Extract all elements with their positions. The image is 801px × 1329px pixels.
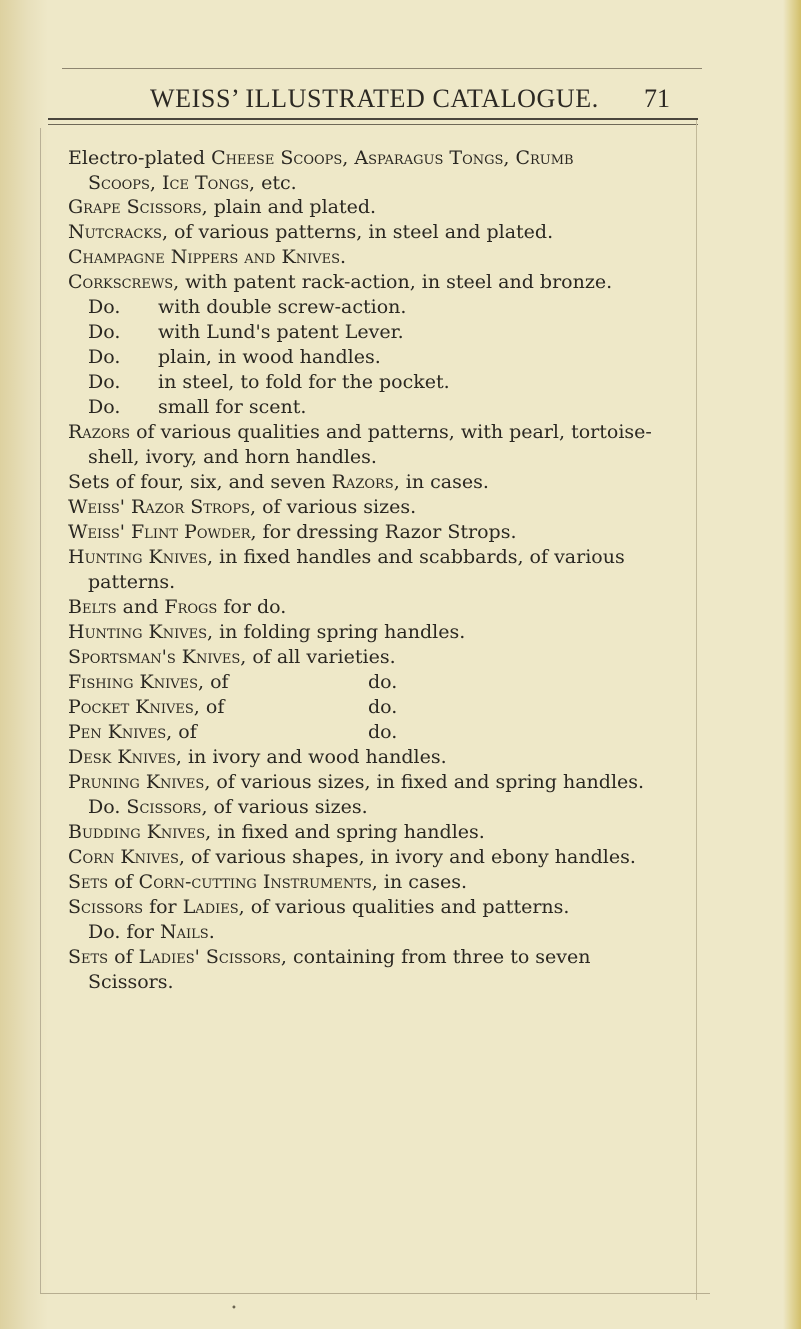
ditto-mark: Do.	[88, 346, 121, 368]
entry-heading: Corkscrews,	[68, 271, 180, 293]
entry-text: in steel, to fold for the pocket.	[158, 371, 450, 393]
entry-text: for do.	[217, 596, 287, 618]
entry-text: small for scent.	[158, 396, 307, 418]
catalogue-entry-belts-frogs	[68, 595, 286, 619]
entry-text: of various shapes, in ivory and ebony handles.	[184, 846, 636, 868]
entry-heading: Pen Knives,	[68, 721, 173, 743]
catalogue-entry-nail-scissors	[88, 920, 215, 944]
entry-text: in folding spring handles.	[213, 621, 466, 643]
ditto-mark: Do.	[88, 321, 121, 343]
entry-heading: Razors	[68, 421, 131, 443]
entry-heading: Sportsman's Knives,	[68, 646, 247, 668]
entry-text: Do.	[88, 796, 127, 818]
catalogue-entry-razors	[68, 420, 652, 444]
catalogue-entry-pruning-knives	[68, 770, 644, 794]
entry-text: in cases.	[377, 871, 468, 893]
entry-heading: Scissors	[68, 896, 144, 918]
top-rule	[62, 68, 702, 69]
catalogue-entry-corkscrews	[68, 270, 612, 294]
catalogue-entry-hunting-knives-cont	[88, 570, 175, 594]
entry-heading: Ladies,	[182, 896, 245, 918]
ditto-mark: Do.	[88, 296, 121, 318]
catalogue-entry-ladies-scissors	[68, 895, 569, 919]
entry-heading: Nutcracks,	[68, 221, 168, 243]
entry-text: in fixed and spring handles.	[211, 821, 485, 843]
entry-text: of	[199, 696, 225, 718]
entry-heading: Weiss' Flint Powder,	[68, 521, 257, 543]
ditto-mark: Do.	[88, 371, 121, 393]
entry-text: for	[143, 896, 183, 918]
entry-heading: Sets	[68, 946, 109, 968]
entry-text: of	[108, 946, 139, 968]
entry-heading: Scoops, Ice Tongs,	[88, 172, 256, 194]
right-margin-rule	[696, 120, 697, 1300]
catalogue-entry-budding-knives	[68, 820, 485, 844]
catalogue-entry-pruning-scissors	[88, 795, 368, 819]
entry-text: of various sizes.	[256, 496, 417, 518]
entry-text: Do. for	[88, 921, 161, 943]
catalogue-entry-cheese-scoops	[68, 146, 574, 170]
entry-heading: Cheese Scoops, Asparagus Tongs, Crumb	[211, 147, 574, 169]
entry-text: patterns.	[88, 571, 176, 593]
header-double-rule-upper	[48, 118, 698, 120]
catalogue-entry-ladies-scissors-sets	[68, 945, 591, 969]
catalogue-entry-cheese-scoops-cont	[88, 171, 297, 195]
entry-text: of	[204, 671, 229, 693]
catalogue-entry-ladies-scissors-sets-cont	[88, 970, 174, 994]
entry-heading: Weiss' Razor Strops,	[68, 496, 257, 518]
entry-text: shell, ivory, and horn handles.	[88, 446, 377, 468]
entry-heading: Nails.	[160, 921, 215, 943]
catalogue-entry-hunting-knives-folding	[68, 620, 465, 644]
catalogue-entry-sportsmans-knives	[68, 645, 396, 669]
page-title: WEISS’ ILLUSTRATED CATALOGUE.	[150, 84, 599, 113]
entry-heading: Champagne Nippers and Knives.	[68, 246, 347, 268]
entry-text: containing from three to seven	[286, 946, 591, 968]
catalogue-entry-razor-strops	[68, 495, 416, 519]
entry-heading: Scissors,	[126, 796, 208, 818]
catalogue-entry-razor-sets	[68, 470, 489, 494]
entry-heading: Budding Knives,	[68, 821, 212, 843]
catalogue-entry-corn-knives	[68, 845, 636, 869]
entry-heading: Fishing Knives,	[68, 671, 205, 693]
entry-text: of various sizes, in fixed and spring handles.	[210, 771, 645, 793]
catalogue-entry-corn-cutting-sets	[68, 870, 467, 894]
entry-heading: Pocket Knives,	[68, 696, 200, 718]
entry-text: of all varieties.	[246, 646, 396, 668]
entry-text: of	[172, 721, 197, 743]
entry-heading: Corn-cutting Instruments,	[138, 871, 378, 893]
entry-text: in fixed handles and scabbards, of various	[213, 546, 625, 568]
entry-heading: Razors,	[331, 471, 400, 493]
entry-text: in ivory and wood handles.	[181, 746, 447, 768]
bottom-rule	[40, 1293, 710, 1294]
entry-text: with double screw-action.	[158, 296, 407, 318]
entry-text: of various qualities and patterns.	[244, 896, 570, 918]
catalogue-entry-nutcracks	[68, 220, 553, 244]
entry-text: in cases.	[399, 471, 489, 493]
catalogue-entry-pocket-knives	[68, 695, 668, 719]
entry-text: Sets of four, six, and seven	[68, 471, 332, 493]
entry-text: of	[108, 871, 139, 893]
left-margin-rule	[40, 128, 41, 1293]
catalogue-entry-fishing-knives	[68, 670, 668, 694]
entry-heading: Desk Knives,	[68, 746, 182, 768]
entry-heading: Ladies' Scissors,	[138, 946, 287, 968]
entry-text: and	[116, 596, 165, 618]
entry-text: Scissors.	[88, 971, 174, 993]
entry-text: of various patterns, in steel and plated.	[167, 221, 554, 243]
entry-heading: Sets	[68, 871, 109, 893]
entry-heading: Pruning Knives,	[68, 771, 211, 793]
entry-text: plain and plated.	[207, 196, 377, 218]
catalogue-entry-hunting-knives	[68, 545, 625, 569]
catalogue-entry-razors-cont	[88, 445, 377, 469]
ditto-mark: Do.	[88, 396, 121, 418]
scan-edge-right	[783, 0, 801, 1329]
ditto-mark: do.	[368, 671, 398, 693]
entry-text: with Lund's patent Lever.	[158, 321, 404, 343]
catalogue-entry-champagne-nippers	[68, 245, 346, 269]
entry-text: of various sizes.	[207, 796, 368, 818]
catalogue-entry-flint-powder	[68, 520, 517, 544]
entry-heading: Frogs	[164, 596, 218, 618]
entry-text: for dressing Razor Strops.	[256, 521, 517, 543]
entry-heading: Grape Scissors,	[68, 196, 208, 218]
print-speck-mark: •	[231, 1303, 237, 1314]
entry-heading: Hunting Knives,	[68, 621, 214, 643]
catalogue-entry-pen-knives	[68, 720, 668, 744]
page-number: 71	[644, 84, 670, 113]
header-double-rule-lower	[48, 124, 698, 125]
entry-text: plain, in wood handles.	[158, 346, 381, 368]
entry-heading: Corn Knives,	[68, 846, 185, 868]
catalogue-entry-grape-scissors	[68, 195, 376, 219]
entry-heading: Belts	[68, 596, 117, 618]
entry-text: with patent rack-action, in steel and bronze.	[179, 271, 613, 293]
entry-text: Electro-plated	[68, 147, 212, 169]
ditto-mark: do.	[368, 721, 398, 743]
entry-heading: Hunting Knives,	[68, 546, 214, 568]
entry-text: of various qualities and patterns, with pearl, tortoise-	[130, 421, 652, 443]
ditto-mark: do.	[368, 696, 398, 718]
entry-text: etc.	[255, 172, 297, 194]
catalogue-entry-desk-knives	[68, 745, 447, 769]
